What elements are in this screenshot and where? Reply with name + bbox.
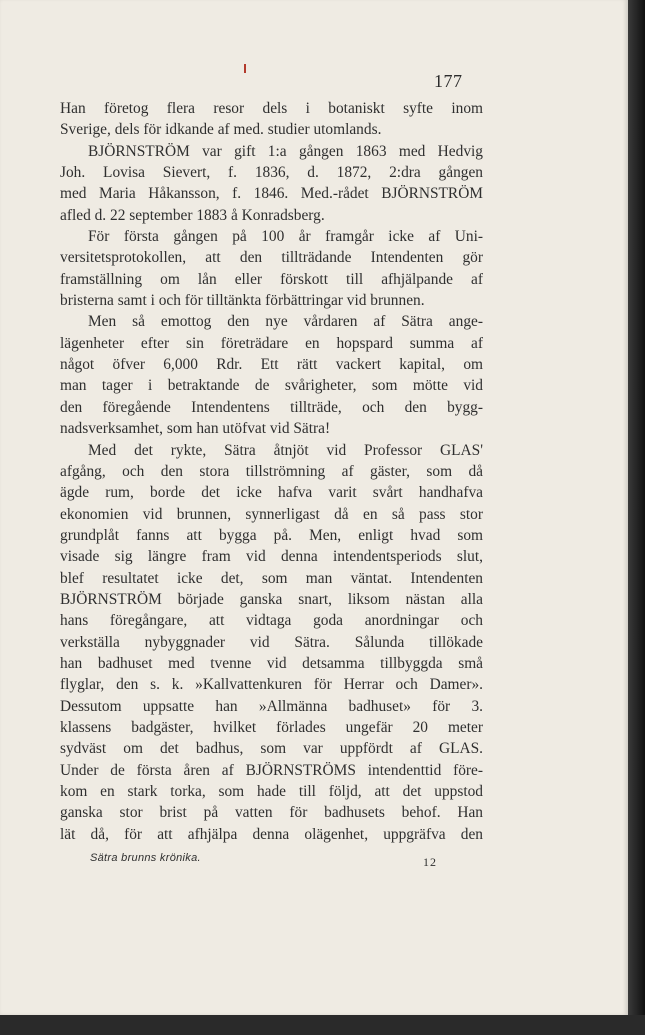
page-edge-shadow: [628, 0, 645, 1018]
text-line: han badhuset med tvenne vid detsamma tillbyggda små: [60, 654, 483, 672]
text-line: För första gången på 100 år framgår icke af Uni-: [88, 228, 483, 246]
text-line: afgång, och den stora tillströmning af gäster, som då: [60, 462, 483, 480]
text-line: ekonomien vid brunnen, synnerligast då en så pass stor: [60, 505, 483, 523]
text-line: ganska stor brist på vatten för badhusets behof. Han: [60, 804, 483, 822]
text-line: grundplåt fanns att bygga på. Men, enligt hvad som: [60, 526, 483, 544]
text-line: Under de första åren af BJÖRNSTRÖMS intendenttid före-: [60, 761, 483, 779]
text-line: BJÖRNSTRÖM var gift 1:a gången 1863 med Hedvig: [88, 142, 483, 160]
text-line: Dessutom uppsatte han »Allmänna badhuset» för 3.: [60, 697, 483, 715]
text-line: Joh. Lovisa Sievert, f. 1836, d. 1872, 2:dra gången: [60, 164, 483, 182]
text-line: klassens badgäster, hvilket förlades ungefär 20 meter: [60, 718, 483, 736]
text-line: lägenheter efter sin företrädare en hopspard summa af: [60, 334, 483, 352]
text-line: afled d. 22 september 1883 å Konradsberg.: [60, 206, 325, 224]
text-line: med Maria Håkansson, f. 1846. Med.-rådet BJÖRNSTRÖM: [60, 185, 483, 203]
text-line: bristerna samt i och för tilltänkta förbättringar vid brunnen.: [60, 292, 425, 310]
text-line: nadsverksamhet, som han utöfvat vid Sätra!: [60, 420, 331, 438]
text-line: Med det rykte, Sätra åtnjöt vid Professor GLAS': [88, 441, 483, 459]
text-line: verkställa nybyggnader vid Sätra. Sålunda tillökade: [60, 633, 483, 651]
text-line: lät då, för att afhjälpa denna olägenhet, uppgräfva den: [60, 825, 483, 843]
text-line: något öfver 6,000 Rdr. Ett rätt vackert kapital, om: [60, 356, 483, 374]
footer-signature: 12: [423, 855, 437, 869]
page-number: 177: [434, 71, 463, 91]
text-line: BJÖRNSTRÖM började ganska snart, liksom nästan alla: [60, 590, 483, 608]
text-line: Han företog flera resor dels i botaniskt syfte inom: [60, 100, 483, 117]
text-line: sydväst om det badhus, som var uppfördt af GLAS.: [60, 740, 483, 758]
text-line: man tager i betraktande de svårigheter, som mötte vid: [60, 377, 483, 395]
body-text: [60, 98, 483, 845]
ink-mark: [244, 64, 246, 73]
text-line: blef resultatet icke det, som man väntat. Intendenten: [60, 569, 483, 587]
text-line: Men så emottog den nye vårdaren af Sätra ange-: [88, 313, 483, 331]
text-line: kom en stark torka, som hade till följd, att det uppstod: [60, 783, 483, 800]
text-line: den föregående Intendentens tillträde, och den bygg-: [60, 398, 483, 416]
text-line: flyglar, den s. k. »Kallvattenkuren för Herrar och Damer».: [60, 676, 483, 694]
text-line: Sverige, dels för idkande af med. studier utomlands.: [60, 121, 382, 139]
text-line: visade sig längre fram vid denna intendentsperiods slut,: [60, 548, 483, 566]
text-line: ägde rum, borde det icke hafva varit svårt handhafva: [60, 484, 483, 502]
text-line: framställning om lån eller förskott till afhjälpande af: [60, 270, 483, 288]
scan-background-strip: [0, 1015, 645, 1035]
text-line: versitetsprotokollen, att den tillträdande Intendenten gör: [60, 249, 483, 267]
text-line: hans föregångare, att vidtaga goda anordningar och: [60, 612, 483, 630]
footer-book-title: Sätra brunns krönika.: [90, 852, 201, 864]
